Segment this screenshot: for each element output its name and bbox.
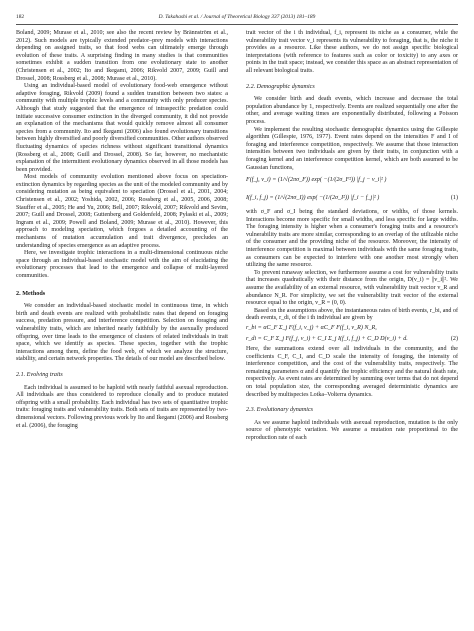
equation-number: (1) [450,195,458,202]
paragraph: trait vector of the i th individual, f_i, represent its niche as a consumer, while the vulnerability trait vector v_i represents its vulnerability to foraging, that is, the niche it provides as a resource. Like these authors, we do not assign specific biological interpretations (with reference to features such as color or toxicity) to any axes or points in the trait space; instead, we consider this space as an abstract representation of all relevant biological traits. [246,30,458,74]
journal-citation: D. Takahashi et al. / Journal of Theoretical Biology 337 (2013) 181–189 [158,14,316,20]
subsection-heading-evolving-traits: 2.1. Evolving traits [16,371,63,378]
paragraph: We consider birth and death events, which increase and decrease the total population abundance by 1, respectively. Events are realized sequentially one after the other, and average waiting times are exponentially distributed, following a Poisson process. [246,96,458,125]
equation-1-competition-kernel [246,191,458,208]
equation-1a: F(f_j, v_i) = (1/√(2πσ_F)) exp( −(1/(2σ_F²)) |f_j − v_i|² ) [246,177,387,184]
paragraph: Here, we investigate trophic interactions in a multi-dimensional continuous niche space through an individual-based stochastic model with the aim of elucidating the evolutionary processes that lead to the emergence and collapse of multi-layered communities. [16,250,228,279]
section-heading-methods: 2. Methods [16,289,46,297]
right-column [246,30,458,443]
paragraph: We consider an individual-based stochastic model in continuous time, in which birth and death events are realized with probabilistic rates that depend on foraging success, predation pressure, and interference competition. Selection on foraging and vulnerability traits, which are inherited nearly faithfully by the asexually produced offspring, over time leads to the emergence of clusters of related individuals in trait space, which we identify as species. These species, together with the trophic interactions among them, define the food web, of which we analyze the structure, stability, and certain network properties. The details of our model are described below. [16,303,228,363]
paragraph: Based on the assumptions above, the instantaneous rates of birth events, r_bi, and of death events, r_di, of the i th individual are given by [246,307,458,322]
subsection-heading-evolutionary-dynamics: 2.3. Evolutionary dynamics [246,407,314,414]
paragraph: As we assume haploid individuals with asexual reproduction, mutation is the only source of phenotypic variation. We assume a mutation rate proportional to the reproduction rate of each [246,419,458,441]
left-column [16,30,228,430]
equation-2-death-rate [246,335,458,345]
equation-1-foraging-kernel [246,173,458,190]
paragraph: To prevent runaway selection, we furthermore assume a cost for vulnerability traits that increases quadratically with their distance from the origin, D(v_i) = ||v_i||². We assume the availability of an external resource, with vulnerability trait vector v_R and abundance N_R. For simplicity, we set the vulnerability trait vector of the external resource equal to the origin, v_R = (0, 0). [246,269,458,307]
equation-1b: I(f_i, f_j) = (1/√(2πσ_I)) exp( −(1/(2σ_I²)) |f_i − f_j|² ) [246,195,380,202]
paragraph: with σ_F and σ_I being the standard deviations, or widths, of those kernels. Interactions become more specific for small widths, and less specific for large widths. The foraging intensity is higher when a consumer's foraging traits and a resource's vulnerability traits are more similar, corresponding to an overlap of the utilizable niche of the consumer and the providing niche of the resource. Moreover, the intensity of interference competition is maximal between individuals with the same foraging traits, as consumers can be expected to interfere with one another most strongly when utilizing the same resource. [246,209,458,269]
page-number: 182 [16,14,25,20]
paragraph: Using an individual-based model of evolutionary food-web emergence without adaptive foraging, Rikvold (2009) found a sudden transition between two states: a community with multiple trophic levels and a community with only producer species. Although that study suggested that the emergence of intraspecific predation could initiate successive consumer extinction in the diverged community, it did not provide an explanation of the mechanisms that would quickly remove almost all consumer species from a community. Ito and Ikegami (2006) also found evolutionary transitions between highly diversified and poorly diversified communities. Other authors observed fluctuating dynamics of species richness without significant transitional dynamics (Rossberg et al., 2008; Guill and Drossel, 2008). So far, however, no mechanistic explanation of the intermittent evolutionary dynamics observed in all those models has been provided. [16,83,228,173]
paragraph: We implement the resulting stochastic demographic dynamics using the Gillespie algorithm (Gillespie, 1976, 1977). Event rates depend on the intensities F and I of foraging and interference competition, respectively. We assume that those interaction intensities between two individuals are given by their traits, in conjunction with a foraging kernel and an interference competition kernel, which are both assumed to be Gaussian functions, [246,126,458,171]
equation-2-birth-rate [246,324,458,334]
paragraph: Most models of community evolution mentioned above focus on speciation-extinction dynamics by regarding species as the unit of the modeled community and by considering mutation as being equivalent to speciation (Drossel et al., 2001, 2004; Christensen et al., 2002; Yoshida, 2002, 2006; Rossberg et al., 2005, 2006, 2008; Stauffer et al., 2005; He and Yu, 2006; Bell, 2007; Rikvold, 2007; Rikvold and Sevim, 2007; Guill and Drossel, 2008; Guttenberg and Goldenfeld, 2008; Pyłaski et al., 2009; Ingram et al., 2009; Powell and Boland, 2009; Murase et al., 2010). However, this approach to modeling speciation, which forgoes a detailed accounting of the mechanisms of mutation accumulation and trait divergence, precludes an understanding of species emergence as an adaptive process. [16,174,228,249]
header-rule [16,24,458,25]
paragraph: Here, the summations extend over all individuals in the community, and the coefficients C_F, C_I, and C_D scale the intensity of foraging, the intensity of interference competition, and the cost of the vulnerability traits, respectively. The remaining parameters α and d quantify the trophic efficiency and the natural death rate, respectively. As event rates are determined by summing over terms that do not depend on total population size, the corresponding averaged deterministic dynamics are described by multispecies Lotka–Volterra dynamics. [246,346,458,398]
equation-number: (2) [450,336,458,342]
paragraph: Each individual is assumed to be haploid with nearly faithful asexual reproduction. All individuals are thus considered to reproduce clonally and to produce mutated offspring with a small probability. Each individual has two sets of quantitative trophic traits: foraging traits and vulnerability traits. Both sets of traits are represented by two-dimensional vectors. Following previous work by Ito and Ikegami (2006) and Rossberg et al. (2006), the foraging [16,384,228,429]
subsection-heading-demographic-dynamics: 2.2. Demographic dynamics [246,83,315,90]
equation-2b: r_di = C_F Σ_j F(f_j, v_i) + C_I Σ_j I(f_i, f_j) + C_D D(v_i) + d. [246,336,408,342]
equation-2a: r_bi = αC_F Σ_j F(f_i, v_j) + αC_F F(f_i, v_R) N_R, [246,325,377,331]
paragraph: Boland, 2009; Murase et al., 2010; see also the recent review by Brännström et al., 2012). Such models are typically extended predator–prey models with interactions depending on assigned traits, so that food webs can ultimately emerge through evolution of these traits. A surprising finding in many studies is that communities sometimes exhibit a sudden transition from one evolutionary state to another (Christensen et al., 2002; Ito and Ikegami, 2006; Rikvold 2007, 2009; Guill and Drossel, 2008; Rossberg et al., 2008; Murase et al., 2010). [16,30,228,82]
